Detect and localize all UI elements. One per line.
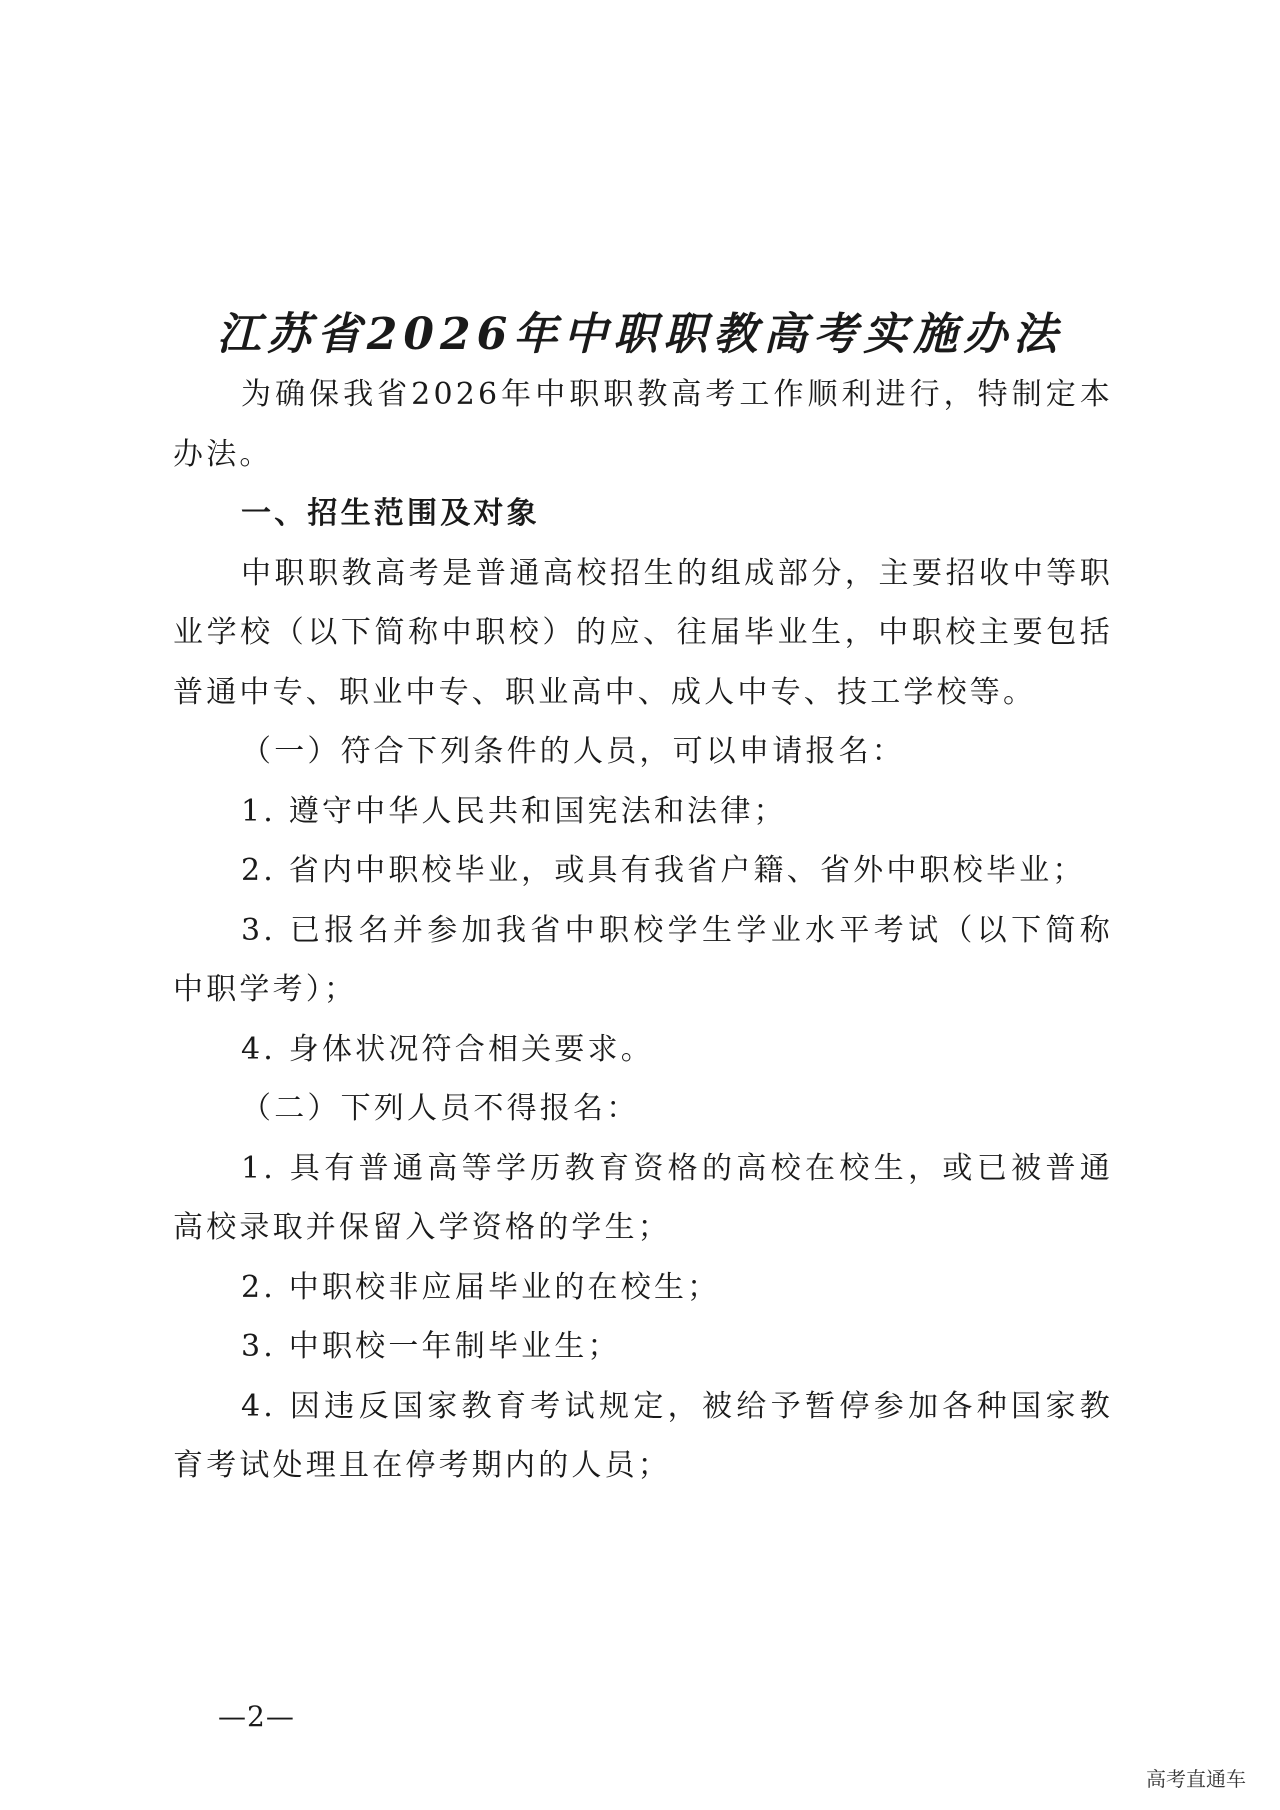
page-number: —2—	[218, 1700, 295, 1733]
body-paragraph: 1. 具有普通高等学历教育资格的高校在校生，或已被普通高校录取并保留入学资格的学生；	[173, 1150, 1113, 1245]
body-paragraph: 为确保我省2026年中职职教高考工作顺利进行，特制定本办法。	[173, 377, 1113, 472]
body-paragraph: 2. 省内中职校毕业，或具有我省户籍、省外中职校毕业；	[241, 853, 1086, 888]
document-body	[173, 365, 1113, 1496]
document-title: 江苏省2026年中职职教高考实施办法	[216, 309, 1064, 360]
body-paragraph: （一）符合下列条件的人员，可以申请报名：	[241, 734, 905, 769]
body-paragraph: 3. 已报名并参加我省中职校学生学业水平考试（以下简称中职学考）；	[173, 912, 1113, 1007]
body-paragraph: 中职职教高考是普通高校招生的组成部分，主要招收中等职业学校（以下简称中职校）的应、往届毕业生，中职校主要包括普通中专、职业中专、职业高中、成人中专、技工学校等。	[173, 555, 1113, 710]
body-paragraph: 2. 中职校非应届毕业的在校生；	[241, 1269, 721, 1305]
body-paragraph: （二）下列人员不得报名：	[241, 1091, 640, 1126]
body-paragraph: 1. 遵守中华人民共和国宪法和法律；	[241, 793, 787, 829]
body-paragraph: 4. 身体状况符合相关要求。	[241, 1031, 654, 1067]
watermark-text: 高考直通车	[1146, 1767, 1246, 1791]
section-heading: 一、招生范围及对象	[241, 496, 540, 531]
body-paragraph: 4. 因违反国家教育考试规定，被给予暂停参加各种国家教育考试处理且在停考期内的人员；	[173, 1388, 1113, 1483]
body-paragraph: 3. 中职校一年制毕业生；	[241, 1329, 621, 1364]
